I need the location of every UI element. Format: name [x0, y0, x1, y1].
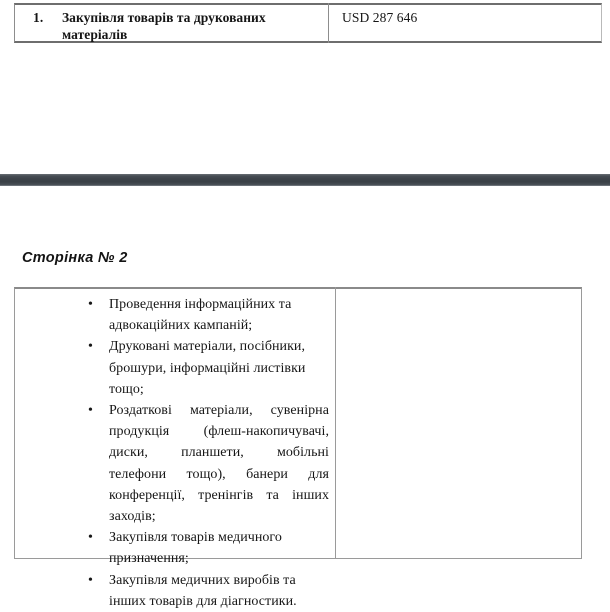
- list-item: [15, 336, 335, 400]
- table-top-row-number: 1.: [33, 10, 44, 25]
- bullet-list: [15, 289, 335, 612]
- list-item: [15, 570, 335, 612]
- table-top-row-description: Закупівля товарів та друкованих матеріалів: [62, 10, 266, 42]
- list-item: [15, 400, 335, 527]
- list-item-text: Проведення інформаційних та адвокаційних кампаній;: [109, 297, 292, 334]
- table-top-row-amount: USD 287 646: [342, 10, 418, 25]
- bullet-icon: •: [88, 572, 93, 588]
- table-bottom-right-cell: [336, 289, 581, 558]
- list-item-text: Роздаткові матеріали, сувенірна продукція (флеш-накопичувачі, диски, планшети, мобільні телефони тощо), банери для конференції, тренінгів та інших заходів;: [109, 403, 329, 525]
- list-item: [15, 294, 335, 336]
- table-top-column-divider: [328, 3, 329, 43]
- bullet-icon: •: [88, 339, 93, 355]
- table-bottom: [14, 287, 582, 609]
- list-item-text: Друковані матеріали, посібники, брошури, інформаційні листівки тощо;: [109, 339, 306, 397]
- bullet-icon: •: [88, 297, 93, 312]
- list-item-text: Закупівля медичних виробів та інших товарів для діагностики.: [109, 572, 297, 609]
- page-break-separator: [0, 174, 610, 186]
- list-item-text: Закупівля товарів медичного призначення;: [109, 530, 282, 567]
- list-item: [15, 527, 335, 569]
- bullet-icon: •: [88, 530, 93, 546]
- table-top-fragment: [14, 3, 602, 43]
- page-label: Сторінка № 2: [22, 250, 128, 266]
- bullet-icon: •: [88, 403, 93, 419]
